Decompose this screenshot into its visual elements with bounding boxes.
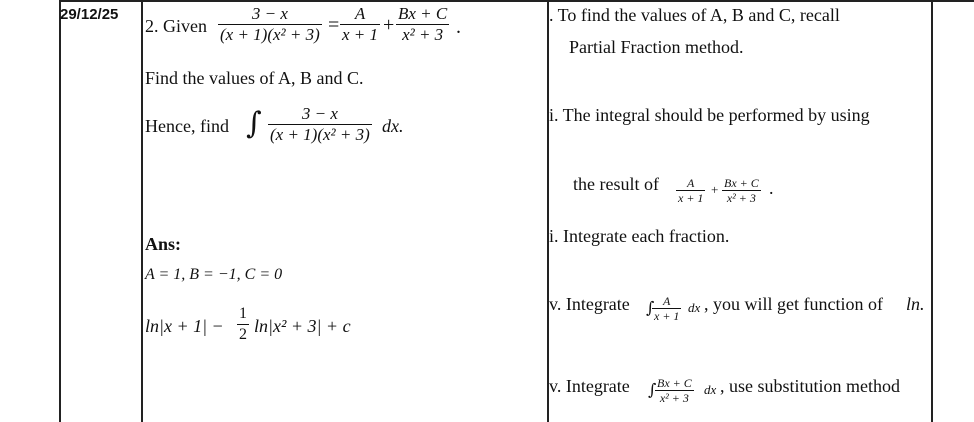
- left-border: [59, 0, 61, 422]
- column-divider: [141, 0, 143, 422]
- equals-sign: =: [328, 14, 340, 36]
- right-border: [931, 0, 933, 422]
- integral-sign: ∫: [246, 106, 262, 141]
- hence-label: Hence, find: [145, 116, 229, 136]
- date-label: 29/12/25: [60, 6, 119, 23]
- hence-dx: dx.: [382, 116, 404, 136]
- hint-2-period: .: [769, 178, 774, 198]
- given-period: .: [456, 16, 461, 38]
- hence-fraction: [268, 104, 372, 145]
- given-rhs2-fraction: [396, 4, 449, 45]
- hint-2-prefix: the result of: [573, 174, 659, 194]
- hint-2-fraction-a: [676, 176, 705, 205]
- hint-5-integral-sign: ∫: [648, 380, 657, 399]
- given-rhs1-numerator: A: [354, 4, 366, 23]
- hint-1-line-2: Partial Fraction method.: [569, 37, 744, 57]
- half-denominator: 2: [239, 326, 247, 343]
- given-rhs1-denominator: x + 1: [342, 25, 379, 44]
- hint-4-prefix: v. Integrate: [549, 294, 630, 314]
- hint-5-dx: dx: [704, 382, 717, 397]
- ans-label: Ans:: [145, 234, 182, 254]
- hint-3: i. Integrate each fraction.: [549, 226, 730, 246]
- hint-4-fraction: [652, 294, 681, 323]
- plus-sign: +: [383, 14, 395, 36]
- given-rhs2-numerator: Bx + C: [398, 4, 448, 23]
- answer-values: A = 1, B = −1, C = 0: [145, 266, 283, 283]
- hint-2-fraction-a-denominator: x + 1: [678, 191, 704, 205]
- hint-2-fraction-b-denominator: x² + 3: [722, 190, 761, 205]
- answer-result-part1: ln|x + 1| −: [145, 316, 224, 336]
- hint-5-fraction: [655, 376, 694, 405]
- top-border: [59, 0, 974, 2]
- hint-5-prefix: v. Integrate: [549, 376, 630, 396]
- hint-2-line-1: i. The integral should be performed by using: [549, 105, 870, 125]
- given-lhs-denominator: (x + 1)(x² + 3): [220, 25, 320, 44]
- hint-4-suffix: , you will get function of: [704, 294, 883, 314]
- hint-1-line-1: . To find the values of A, B and C, recall: [549, 5, 840, 25]
- hence-numerator: 3 − x: [301, 104, 338, 123]
- answer-result-part2: ln|x² + 3| + c: [254, 316, 351, 336]
- given-label: 2. Given: [145, 16, 207, 36]
- hint-2-fraction-a-numerator: A: [687, 176, 695, 190]
- hint-2-fraction-b-numerator: Bx + C: [724, 176, 759, 190]
- hint-4-fraction-denominator: x + 1: [654, 309, 680, 323]
- half-numerator: 1: [239, 305, 247, 322]
- given-lhs-numerator: 3 − x: [251, 4, 288, 23]
- hint-4-dx: dx: [688, 300, 701, 315]
- hint-4-fraction-numerator: A: [663, 294, 671, 308]
- find-values-text: Find the values of A, B and C.: [145, 68, 364, 88]
- hint-2-fraction-b: [722, 176, 761, 205]
- hint-2-plus: +: [711, 182, 719, 197]
- hint-5-fraction-numerator: Bx + C: [657, 376, 692, 390]
- hint-5-fraction-denominator: x² + 3: [655, 390, 694, 405]
- hint-4-integral-sign: ∫: [646, 298, 655, 317]
- given-rhs2-denominator: x² + 3: [396, 24, 449, 45]
- hence-denominator: (x + 1)(x² + 3): [270, 125, 370, 144]
- given-rhs1-fraction: [340, 4, 380, 45]
- hint-5-suffix: , use substitution method: [720, 376, 900, 396]
- hint-4-ln: ln.: [906, 294, 925, 314]
- middle-divider: [547, 0, 549, 422]
- half-fraction: [237, 304, 249, 345]
- given-lhs-fraction: [218, 4, 322, 45]
